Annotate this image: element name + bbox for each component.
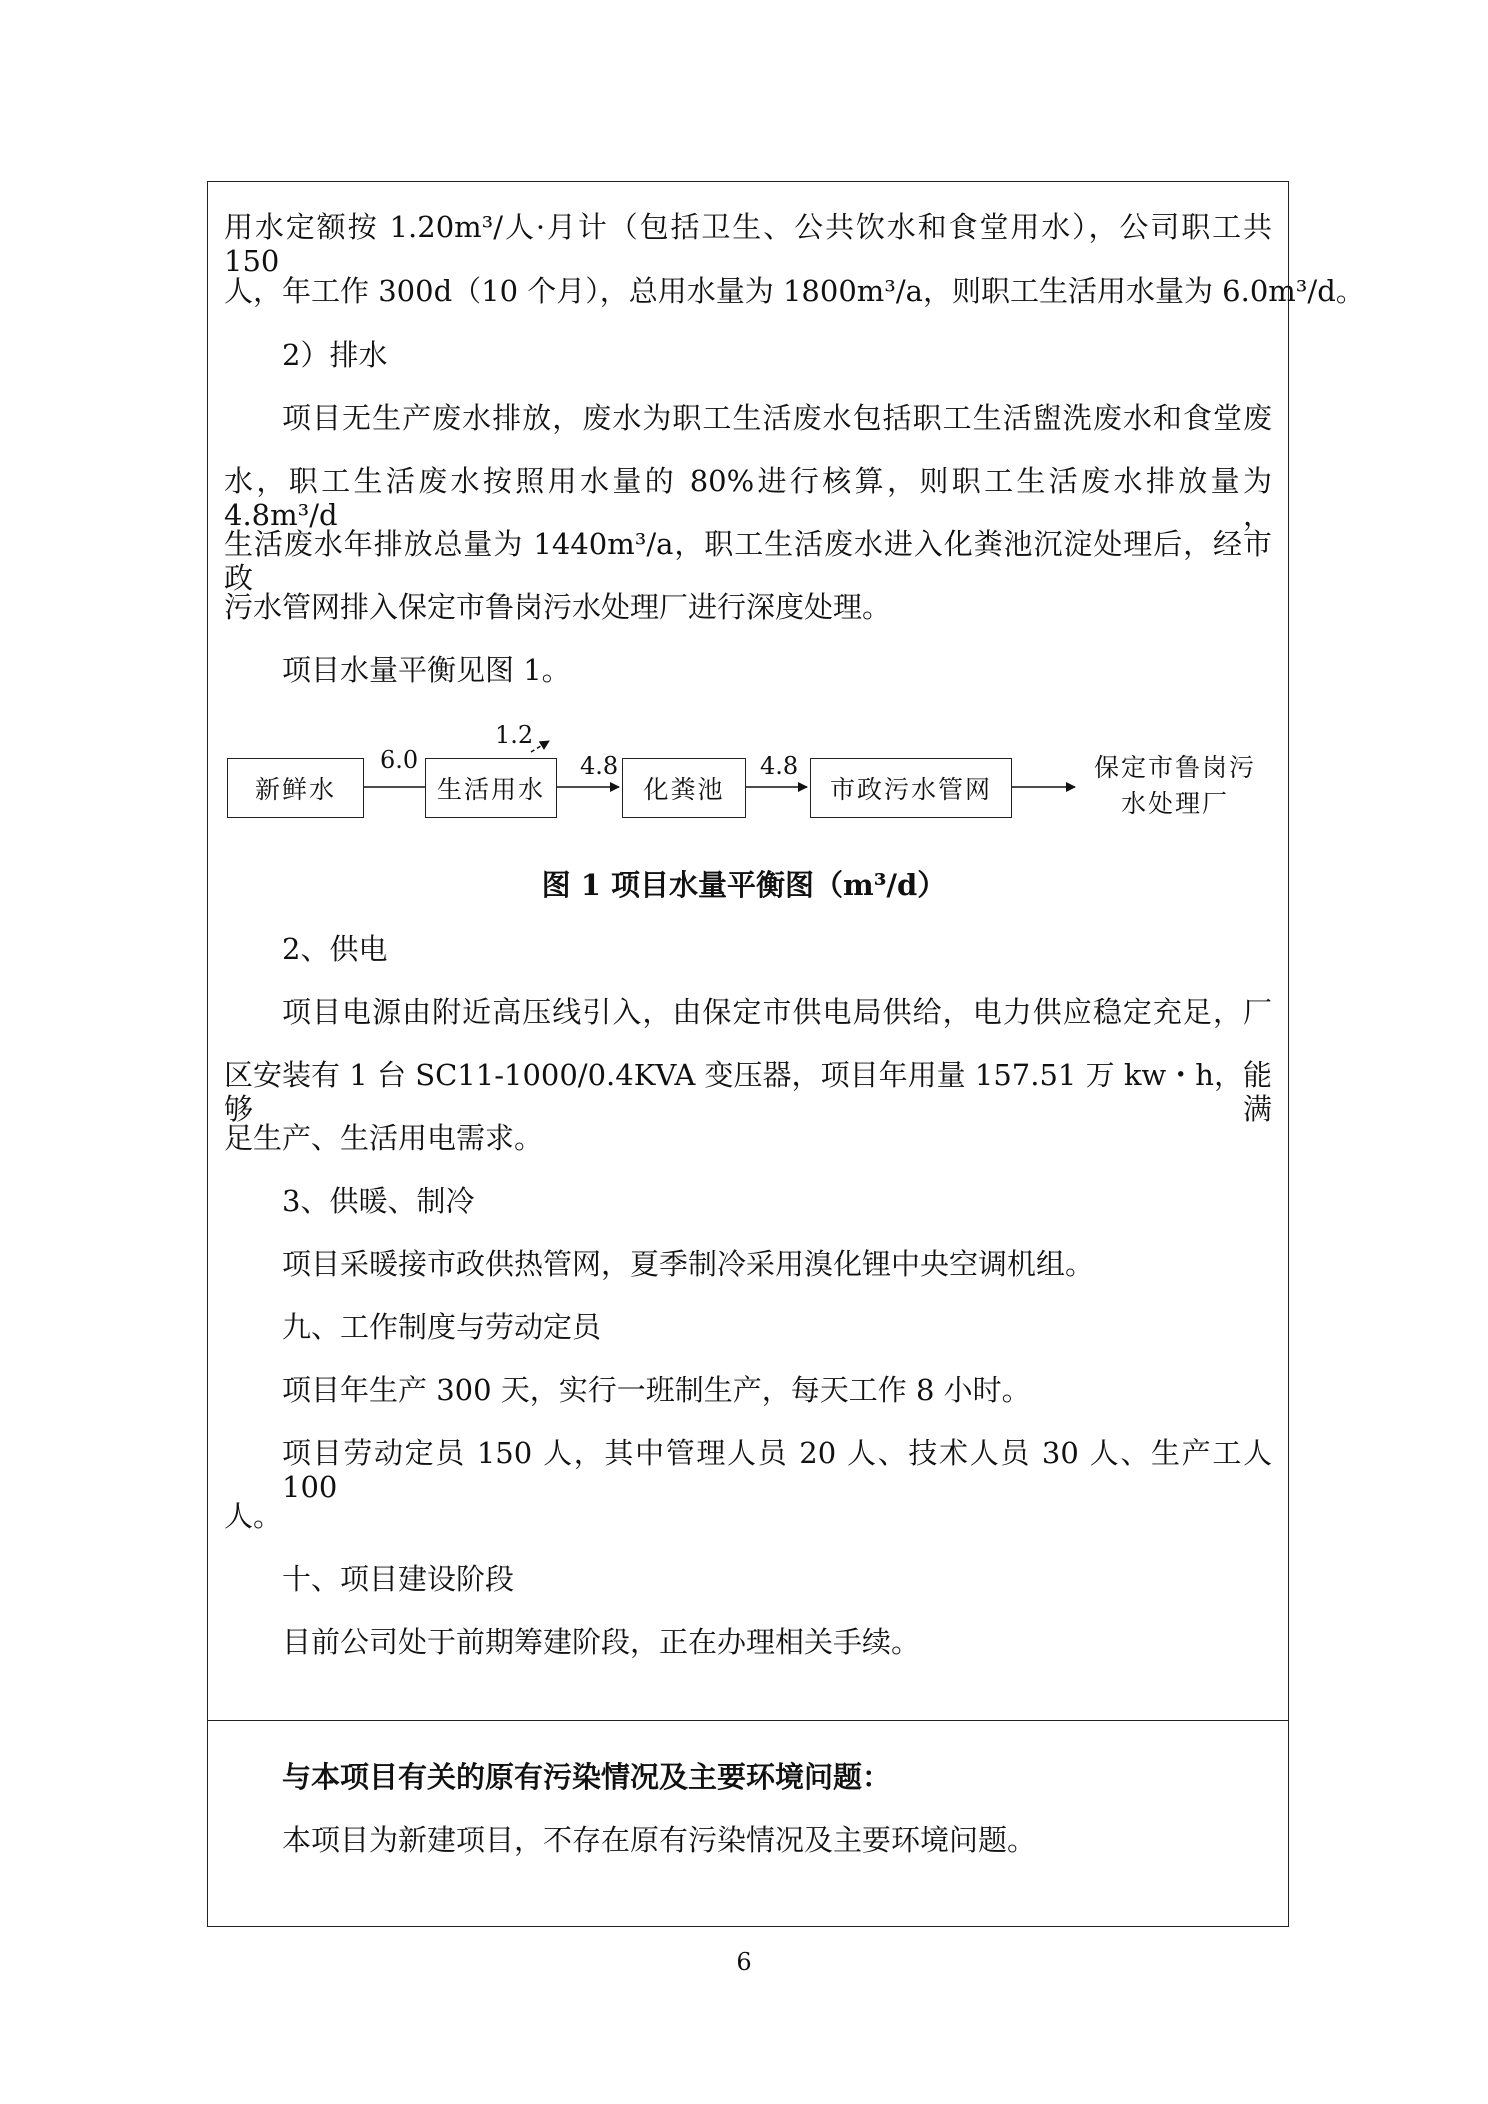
- text-line: 区安装有 1 台 SC11-1000/0.4KVA 变压器，项目年用量 157.51 万 kw・h，能够满: [224, 1058, 1272, 1126]
- text-line: 污水管网排入保定市鲁岗污水处理厂进行深度处理。: [224, 590, 892, 624]
- text-line: 项目年生产 300 天，实行一班制生产，每天工作 8 小时。: [282, 1373, 1031, 1407]
- node-domestic-water: 生活用水: [425, 758, 557, 818]
- node-sewer-network: 市政污水管网: [810, 758, 1012, 818]
- loss-arrow: [531, 741, 549, 752]
- flow-label: 6.0: [380, 746, 419, 774]
- section-heading-pollution: 与本项目有关的原有污染情况及主要环境问题：: [282, 1760, 892, 1794]
- text-line: 人，年工作 300d（10 个月），总用水量为 1800m³/a，则职工生活用水量为 6.0m³/d。: [224, 274, 1365, 308]
- text-line: 本项目为新建项目，不存在原有污染情况及主要环境问题。: [282, 1823, 1037, 1857]
- node-septic-tank: 化粪池: [622, 758, 746, 818]
- section-heading-work-system: 九、工作制度与劳动定员: [282, 1310, 602, 1344]
- text-line: 项目无生产废水排放，废水为职工生活废水包括职工生活盥洗废水和食堂废: [282, 401, 1272, 435]
- flow-label: 4.8: [580, 752, 619, 780]
- node-fresh-water: 新鲜水: [227, 758, 364, 818]
- text-line: 足生产、生活用电需求。: [224, 1121, 544, 1155]
- content-frame: [207, 181, 1289, 1927]
- text-line: 项目电源由附近高压线引入，由保定市供电局供给，电力供应稳定充足，厂: [282, 995, 1272, 1029]
- figure-caption: 图 1 项目水量平衡图（m³/d）: [541, 868, 947, 902]
- dest-line: 保定市鲁岗污: [1093, 753, 1256, 782]
- text-line: 生活废水年排放总量为 1440m³/a，职工生活废水进入化粪池沉淀处理后，经市政: [224, 527, 1272, 595]
- subheading-power: 2、供电: [282, 932, 388, 966]
- text-line: 项目采暖接市政供热管网，夏季制冷采用溴化锂中央空调机组。: [282, 1247, 1095, 1281]
- text-line: 水，职工生活废水按照用水量的 80%进行核算，则职工生活废水排放量为 4.8m³/d，: [224, 464, 1272, 532]
- text-line: 项目水量平衡见图 1。: [282, 653, 571, 687]
- text-line: 用水定额按 1.20m³/人·月计（包括卫生、公共饮水和食堂用水），公司职工共 150: [224, 210, 1272, 278]
- text-line: 项目劳动定员 150 人，其中管理人员 20 人、技术人员 30 人、生产工人 100: [282, 1436, 1272, 1504]
- subheading-heating: 3、供暖、制冷: [282, 1184, 475, 1218]
- dest-line: 水处理厂: [1120, 789, 1229, 818]
- text-line: 目前公司处于前期筹建阶段，正在办理相关手续。: [282, 1625, 921, 1659]
- subheading-drainage: 2）排水: [282, 338, 388, 372]
- flow-label: 4.8: [760, 752, 799, 780]
- section-heading-construction-stage: 十、项目建设阶段: [282, 1562, 515, 1596]
- text-line: 人。: [224, 1499, 283, 1533]
- node-wastewater-plant: [1085, 750, 1265, 822]
- loss-label: 1.2: [495, 721, 534, 749]
- page-number: 6: [736, 1948, 752, 1976]
- section-divider: [207, 1720, 1289, 1721]
